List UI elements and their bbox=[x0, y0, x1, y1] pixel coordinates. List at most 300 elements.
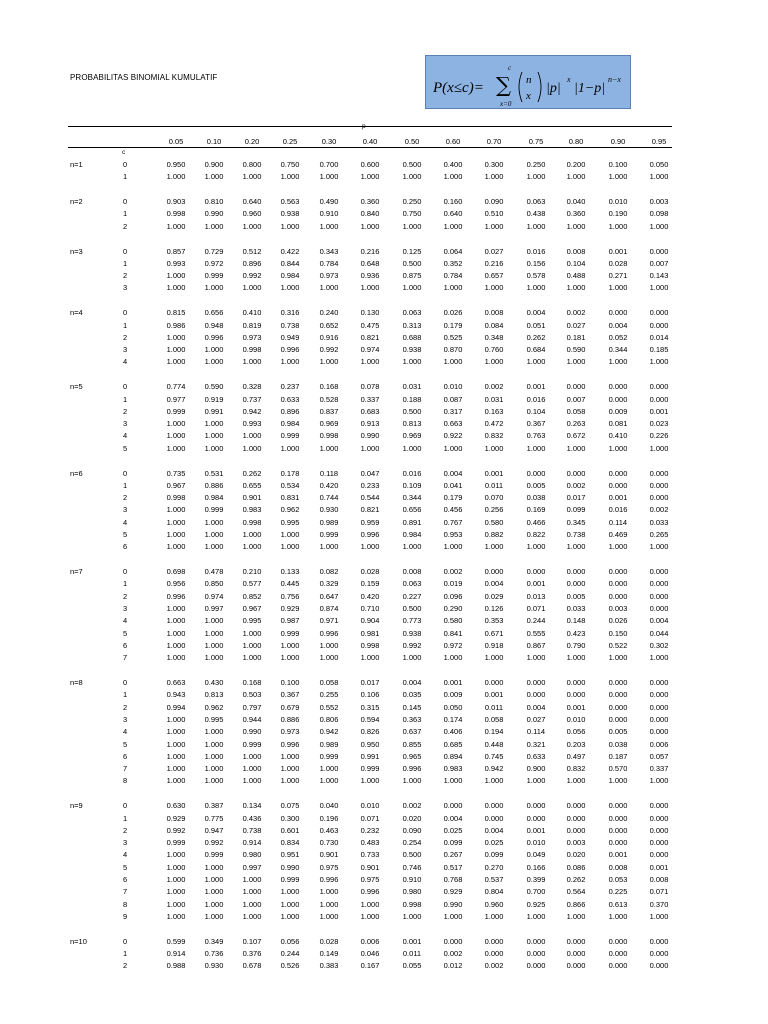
table-cell: 0.563 bbox=[280, 197, 300, 207]
table-cell: 0.016 bbox=[608, 505, 628, 515]
table-cell: 0.349 bbox=[204, 936, 224, 946]
table-cell: 0.475 bbox=[360, 320, 380, 330]
table-cell: 0.317 bbox=[443, 406, 463, 416]
table-cell: 0.010 bbox=[608, 197, 628, 207]
table-cell: 0.315 bbox=[360, 702, 380, 712]
table-cell: 1.000 bbox=[566, 443, 586, 453]
table-cell: 0.875 bbox=[402, 271, 422, 281]
c-value: 3 bbox=[123, 283, 128, 293]
table-cell: 1.000 bbox=[166, 714, 186, 724]
table-cell: 0.233 bbox=[360, 480, 380, 490]
table-cell: 0.020 bbox=[566, 850, 586, 860]
table-cell: 1.000 bbox=[360, 899, 380, 909]
table-cell: 0.290 bbox=[443, 604, 463, 613]
table-cell: 0.522 bbox=[608, 640, 628, 650]
table-cell: 1.000 bbox=[166, 271, 186, 281]
table-cell: 0.010 bbox=[566, 714, 586, 724]
table-cell: 0.990 bbox=[204, 209, 224, 219]
table-cell: 0.688 bbox=[402, 332, 422, 342]
table-cell: 0.000 bbox=[566, 801, 586, 811]
table-cell: 0.973 bbox=[319, 271, 339, 281]
c-value: 4 bbox=[123, 727, 128, 737]
table-cell: 1.000 bbox=[526, 172, 546, 182]
c-value: 3 bbox=[123, 604, 128, 613]
table-cell: 0.004 bbox=[402, 678, 422, 687]
table-cell: 0.992 bbox=[242, 271, 262, 281]
page-title: PROBABILITAS BINOMIAL KUMULATIF bbox=[70, 73, 218, 82]
p-header-cell: 0.50 bbox=[404, 137, 420, 146]
table-cell: 0.996 bbox=[280, 345, 300, 355]
table-cell: 1.000 bbox=[280, 221, 300, 231]
table-cell: 0.000 bbox=[608, 591, 628, 601]
table-cell: 0.767 bbox=[443, 517, 463, 527]
table-cell: 1.000 bbox=[319, 542, 339, 552]
table-cell: 0.410 bbox=[608, 431, 628, 441]
table-cell: 0.698 bbox=[166, 567, 186, 577]
table-cell: 1.000 bbox=[484, 357, 504, 367]
n-label: n=6 bbox=[70, 468, 83, 478]
formula-graphic bbox=[426, 56, 632, 110]
table-cell: 0.938 bbox=[280, 209, 300, 219]
table-cell: 0.733 bbox=[360, 850, 380, 860]
table-cell: 0.684 bbox=[526, 345, 546, 355]
table-cell: 0.263 bbox=[566, 419, 586, 429]
table-cell: 0.084 bbox=[484, 320, 504, 330]
table-cell: 0.003 bbox=[608, 604, 628, 613]
table-cell: 0.262 bbox=[566, 875, 586, 884]
table-cell: 0.004 bbox=[649, 616, 669, 626]
c-value: 5 bbox=[123, 443, 128, 453]
table-cell: 0.445 bbox=[280, 579, 300, 589]
table-cell: 0.009 bbox=[608, 406, 628, 416]
table-cell: 0.038 bbox=[608, 739, 628, 749]
table-cell: 1.000 bbox=[166, 419, 186, 429]
table-cell: 0.017 bbox=[566, 493, 586, 503]
table-cell: 0.250 bbox=[526, 160, 546, 169]
table-cell: 0.422 bbox=[280, 246, 300, 256]
table-cell: 0.000 bbox=[526, 678, 546, 687]
table-cell: 0.950 bbox=[360, 739, 380, 749]
table-cell: 0.000 bbox=[608, 567, 628, 577]
table-cell: 0.001 bbox=[649, 862, 669, 872]
table-cell: 0.000 bbox=[608, 702, 628, 712]
binom-right-paren bbox=[538, 72, 541, 102]
table-cell: 0.149 bbox=[319, 949, 339, 958]
table-cell: 0.000 bbox=[443, 801, 463, 811]
table-cell: 1.000 bbox=[242, 221, 262, 231]
table-cell: 0.008 bbox=[608, 862, 628, 872]
c-value: 0 bbox=[123, 160, 128, 169]
table-cell: 0.000 bbox=[566, 468, 586, 478]
table-cell: 0.038 bbox=[526, 493, 546, 503]
table-cell: 0.929 bbox=[443, 887, 463, 897]
table-cell: 0.980 bbox=[402, 887, 422, 897]
table-cell: 0.078 bbox=[360, 382, 380, 392]
sigma-icon: ∑ bbox=[496, 73, 511, 97]
table-cell: 0.700 bbox=[526, 887, 546, 897]
table-cell: 0.262 bbox=[242, 468, 262, 478]
table-cell: 0.016 bbox=[526, 394, 546, 404]
table-cell: 0.000 bbox=[526, 813, 546, 823]
table-cell: 0.001 bbox=[608, 850, 628, 860]
table-cell: 0.959 bbox=[360, 517, 380, 527]
table-cell: 0.683 bbox=[360, 406, 380, 416]
table-cell: 0.999 bbox=[242, 739, 262, 749]
table-cell: 0.992 bbox=[204, 838, 224, 848]
table-cell: 0.916 bbox=[319, 332, 339, 342]
table-cell: 0.500 bbox=[402, 258, 422, 268]
table-cell: 0.187 bbox=[608, 751, 628, 761]
table-cell: 0.104 bbox=[566, 258, 586, 268]
c-value: 1 bbox=[123, 690, 128, 700]
table-cell: 0.544 bbox=[360, 493, 380, 503]
c-value: 0 bbox=[123, 308, 128, 318]
table-cell: 0.000 bbox=[649, 246, 669, 256]
table-cell: 1.000 bbox=[443, 653, 463, 663]
table-cell: 0.001 bbox=[484, 690, 504, 700]
table-cell: 0.526 bbox=[280, 961, 300, 971]
table-cell: 0.002 bbox=[402, 801, 422, 811]
table-cell: 1.000 bbox=[166, 604, 186, 613]
table-cell: 0.730 bbox=[319, 838, 339, 848]
table-cell: 0.400 bbox=[443, 160, 463, 169]
table-cell: 1.000 bbox=[204, 887, 224, 897]
table-cell: 0.150 bbox=[608, 628, 628, 638]
p-header-cell: 0.70 bbox=[486, 137, 502, 146]
c-value: 1 bbox=[123, 258, 128, 268]
table-cell: 0.053 bbox=[608, 875, 628, 884]
table-cell: 0.046 bbox=[360, 949, 380, 958]
table-cell: 0.999 bbox=[204, 850, 224, 860]
table-cell: 0.989 bbox=[319, 739, 339, 749]
table-cell: 1.000 bbox=[204, 530, 224, 539]
table-cell: 0.891 bbox=[402, 517, 422, 527]
table-cell: 0.023 bbox=[649, 419, 669, 429]
table-cell: 0.950 bbox=[166, 160, 186, 169]
table-cell: 0.983 bbox=[242, 505, 262, 515]
c-value: 8 bbox=[123, 776, 128, 786]
table-cell: 0.962 bbox=[280, 505, 300, 515]
table-cell: 0.000 bbox=[649, 382, 669, 392]
table-cell: 0.775 bbox=[204, 813, 224, 823]
table-cell: 0.145 bbox=[402, 702, 422, 712]
table-cell: 0.760 bbox=[484, 345, 504, 355]
table-cell: 0.663 bbox=[166, 678, 186, 687]
table-cell: 0.174 bbox=[443, 714, 463, 724]
table-cell: 0.004 bbox=[526, 702, 546, 712]
c-value: 6 bbox=[123, 640, 128, 650]
table-cell: 0.133 bbox=[280, 567, 300, 577]
table-cell: 1.000 bbox=[242, 283, 262, 293]
table-cell: 0.000 bbox=[649, 591, 669, 601]
table-cell: 0.423 bbox=[566, 628, 586, 638]
table-cell: 1.000 bbox=[166, 628, 186, 638]
header-bottom-rule bbox=[68, 147, 672, 148]
table-cell: 0.166 bbox=[526, 862, 546, 872]
table-cell: 0.028 bbox=[360, 567, 380, 577]
table-cell: 0.991 bbox=[204, 406, 224, 416]
table-cell: 0.000 bbox=[566, 961, 586, 971]
table-cell: 0.984 bbox=[402, 530, 422, 539]
table-cell: 0.996 bbox=[360, 887, 380, 897]
table-cell: 1.000 bbox=[608, 776, 628, 786]
table-cell: 0.001 bbox=[566, 702, 586, 712]
table-cell: 0.000 bbox=[566, 825, 586, 835]
table-cell: 0.300 bbox=[484, 160, 504, 169]
table-cell: 0.194 bbox=[484, 727, 504, 737]
p-axis-label: p bbox=[362, 123, 366, 130]
table-cell: 0.000 bbox=[649, 714, 669, 724]
table-cell: 0.531 bbox=[204, 468, 224, 478]
table-cell: 0.000 bbox=[526, 567, 546, 577]
table-cell: 0.000 bbox=[608, 382, 628, 392]
table-cell: 1.000 bbox=[649, 911, 669, 921]
n-label: n=10 bbox=[70, 936, 87, 946]
table-cell: 0.000 bbox=[608, 961, 628, 971]
table-cell: 0.469 bbox=[608, 530, 628, 539]
table-cell: 1.000 bbox=[360, 542, 380, 552]
formula-term2: |1−p| bbox=[574, 81, 606, 96]
table-cell: 0.983 bbox=[443, 764, 463, 774]
table-cell: 1.000 bbox=[204, 640, 224, 650]
table-cell: 0.463 bbox=[319, 825, 339, 835]
table-cell: 0.900 bbox=[204, 160, 224, 169]
table-cell: 0.996 bbox=[319, 628, 339, 638]
table-cell: 0.000 bbox=[608, 480, 628, 490]
table-cell: 1.000 bbox=[280, 776, 300, 786]
table-cell: 0.086 bbox=[566, 862, 586, 872]
table-cell: 0.071 bbox=[526, 604, 546, 613]
table-cell: 0.000 bbox=[649, 480, 669, 490]
table-cell: 0.007 bbox=[649, 258, 669, 268]
table-cell: 0.577 bbox=[242, 579, 262, 589]
table-cell: 0.925 bbox=[526, 899, 546, 909]
n-label: n=8 bbox=[70, 678, 83, 687]
table-cell: 0.710 bbox=[360, 604, 380, 613]
table-cell: 0.999 bbox=[166, 838, 186, 848]
table-cell: 1.000 bbox=[204, 221, 224, 231]
table-cell: 0.652 bbox=[319, 320, 339, 330]
table-cell: 0.064 bbox=[443, 246, 463, 256]
table-cell: 0.580 bbox=[443, 616, 463, 626]
table-cell: 0.555 bbox=[526, 628, 546, 638]
table-cell: 0.663 bbox=[443, 419, 463, 429]
table-cell: 0.143 bbox=[649, 271, 669, 281]
c-value: 2 bbox=[123, 702, 128, 712]
table-cell: 0.321 bbox=[526, 739, 546, 749]
table-cell: 0.640 bbox=[443, 209, 463, 219]
table-cell: 0.000 bbox=[526, 949, 546, 958]
c-value: 1 bbox=[123, 949, 128, 958]
table-cell: 0.000 bbox=[566, 382, 586, 392]
table-cell: 0.075 bbox=[280, 801, 300, 811]
table-cell: 0.000 bbox=[526, 801, 546, 811]
table-cell: 0.016 bbox=[402, 468, 422, 478]
c-value: 4 bbox=[123, 431, 128, 441]
table-cell: 1.000 bbox=[204, 899, 224, 909]
table-cell: 0.058 bbox=[319, 678, 339, 687]
table-cell: 0.992 bbox=[166, 825, 186, 835]
table-cell: 0.058 bbox=[484, 714, 504, 724]
table-cell: 1.000 bbox=[402, 653, 422, 663]
table-cell: 0.738 bbox=[242, 825, 262, 835]
table-cell: 0.000 bbox=[608, 936, 628, 946]
table-cell: 0.998 bbox=[166, 493, 186, 503]
c-value: 4 bbox=[123, 517, 128, 527]
table-cell: 1.000 bbox=[608, 542, 628, 552]
table-cell: 1.000 bbox=[608, 653, 628, 663]
formula-sum-top: c bbox=[508, 64, 512, 72]
table-cell: 1.000 bbox=[566, 776, 586, 786]
table-cell: 0.981 bbox=[360, 628, 380, 638]
formula-exp-x: x bbox=[567, 75, 571, 84]
table-cell: 0.998 bbox=[166, 209, 186, 219]
table-cell: 0.107 bbox=[242, 936, 262, 946]
table-cell: 0.774 bbox=[166, 382, 186, 392]
table-cell: 0.027 bbox=[526, 714, 546, 724]
table-cell: 0.216 bbox=[484, 258, 504, 268]
table-cell: 1.000 bbox=[649, 542, 669, 552]
table-cell: 0.510 bbox=[484, 209, 504, 219]
table-cell: 1.000 bbox=[360, 776, 380, 786]
c-value: 6 bbox=[123, 875, 128, 884]
table-cell: 0.000 bbox=[608, 468, 628, 478]
table-cell: 0.804 bbox=[484, 887, 504, 897]
table-cell: 0.806 bbox=[319, 714, 339, 724]
table-cell: 0.001 bbox=[649, 406, 669, 416]
table-cell: 0.997 bbox=[242, 862, 262, 872]
table-cell: 0.000 bbox=[649, 936, 669, 946]
table-cell: 0.500 bbox=[402, 406, 422, 416]
table-cell: 0.750 bbox=[402, 209, 422, 219]
table-cell: 0.000 bbox=[526, 690, 546, 700]
table-cell: 0.070 bbox=[484, 493, 504, 503]
table-cell: 1.000 bbox=[242, 357, 262, 367]
table-cell: 1.000 bbox=[319, 887, 339, 897]
table-cell: 0.960 bbox=[484, 899, 504, 909]
table-cell: 0.005 bbox=[526, 480, 546, 490]
table-cell: 1.000 bbox=[166, 751, 186, 761]
table-cell: 0.237 bbox=[280, 382, 300, 392]
c-value: 5 bbox=[123, 628, 128, 638]
table-cell: 0.000 bbox=[649, 702, 669, 712]
table-cell: 1.000 bbox=[166, 332, 186, 342]
table-cell: 0.031 bbox=[402, 382, 422, 392]
table-cell: 0.998 bbox=[402, 899, 422, 909]
table-cell: 0.991 bbox=[360, 751, 380, 761]
table-cell: 0.179 bbox=[443, 493, 463, 503]
c-value: 7 bbox=[123, 887, 128, 897]
table-cell: 0.679 bbox=[280, 702, 300, 712]
table-cell: 0.736 bbox=[204, 949, 224, 958]
table-cell: 1.000 bbox=[204, 653, 224, 663]
p-header-cell: 0.10 bbox=[206, 137, 222, 146]
table-cell: 0.999 bbox=[319, 530, 339, 539]
table-cell: 0.005 bbox=[608, 727, 628, 737]
table-cell: 0.826 bbox=[360, 727, 380, 737]
table-cell: 0.870 bbox=[443, 345, 463, 355]
table-cell: 0.867 bbox=[526, 640, 546, 650]
table-cell: 0.002 bbox=[566, 308, 586, 318]
c-value: 1 bbox=[123, 320, 128, 330]
table-cell: 0.000 bbox=[566, 813, 586, 823]
table-cell: 1.000 bbox=[280, 653, 300, 663]
table-cell: 1.000 bbox=[649, 221, 669, 231]
table-cell: 0.832 bbox=[566, 764, 586, 774]
table-cell: 0.033 bbox=[649, 517, 669, 527]
table-cell: 1.000 bbox=[204, 419, 224, 429]
table-cell: 0.051 bbox=[526, 320, 546, 330]
table-cell: 0.000 bbox=[649, 813, 669, 823]
table-cell: 0.821 bbox=[360, 332, 380, 342]
table-cell: 1.000 bbox=[242, 431, 262, 441]
table-cell: 0.000 bbox=[649, 468, 669, 478]
table-cell: 0.002 bbox=[443, 949, 463, 958]
table-cell: 1.000 bbox=[242, 911, 262, 921]
table-cell: 0.010 bbox=[526, 838, 546, 848]
table-cell: 0.914 bbox=[242, 838, 262, 848]
table-cell: 0.000 bbox=[566, 579, 586, 589]
table-cell: 0.100 bbox=[280, 678, 300, 687]
table-cell: 0.007 bbox=[566, 394, 586, 404]
c-value: 0 bbox=[123, 567, 128, 577]
table-cell: 0.590 bbox=[566, 345, 586, 355]
table-cell: 0.244 bbox=[526, 616, 546, 626]
table-cell: 0.040 bbox=[319, 801, 339, 811]
table-cell: 0.010 bbox=[360, 801, 380, 811]
table-cell: 0.090 bbox=[402, 825, 422, 835]
table-cell: 1.000 bbox=[319, 899, 339, 909]
table-cell: 0.956 bbox=[166, 579, 186, 589]
table-cell: 0.000 bbox=[649, 690, 669, 700]
table-cell: 0.163 bbox=[484, 406, 504, 416]
table-cell: 1.000 bbox=[204, 875, 224, 884]
table-cell: 0.438 bbox=[526, 209, 546, 219]
table-cell: 1.000 bbox=[360, 357, 380, 367]
c-value: 8 bbox=[123, 899, 128, 909]
table-cell: 0.813 bbox=[402, 419, 422, 429]
table-cell: 1.000 bbox=[402, 357, 422, 367]
formula-lhs: P(x≤c)= bbox=[433, 80, 484, 96]
table-cell: 0.537 bbox=[484, 875, 504, 884]
table-cell: 0.984 bbox=[280, 271, 300, 281]
table-cell: 0.930 bbox=[204, 961, 224, 971]
n-label: n=7 bbox=[70, 567, 83, 577]
table-cell: 0.329 bbox=[319, 579, 339, 589]
p-header-cell: 0.95 bbox=[651, 137, 667, 146]
table-cell: 0.000 bbox=[526, 936, 546, 946]
table-cell: 0.822 bbox=[526, 530, 546, 539]
table-cell: 1.000 bbox=[360, 653, 380, 663]
table-cell: 1.000 bbox=[649, 172, 669, 182]
table-cell: 0.000 bbox=[566, 678, 586, 687]
table-cell: 0.004 bbox=[608, 320, 628, 330]
table-cell: 0.528 bbox=[319, 394, 339, 404]
table-cell: 1.000 bbox=[166, 431, 186, 441]
table-cell: 1.000 bbox=[166, 443, 186, 453]
table-cell: 1.000 bbox=[204, 751, 224, 761]
formula-sum-bottom: x=0 bbox=[500, 100, 512, 108]
table-cell: 0.106 bbox=[360, 690, 380, 700]
table-cell: 0.943 bbox=[166, 690, 186, 700]
table-cell: 1.000 bbox=[204, 172, 224, 182]
table-cell: 0.844 bbox=[280, 258, 300, 268]
table-cell: 0.436 bbox=[242, 813, 262, 823]
table-cell: 0.944 bbox=[242, 714, 262, 724]
table-cell: 1.000 bbox=[443, 283, 463, 293]
table-cell: 1.000 bbox=[204, 764, 224, 774]
table-cell: 1.000 bbox=[526, 221, 546, 231]
